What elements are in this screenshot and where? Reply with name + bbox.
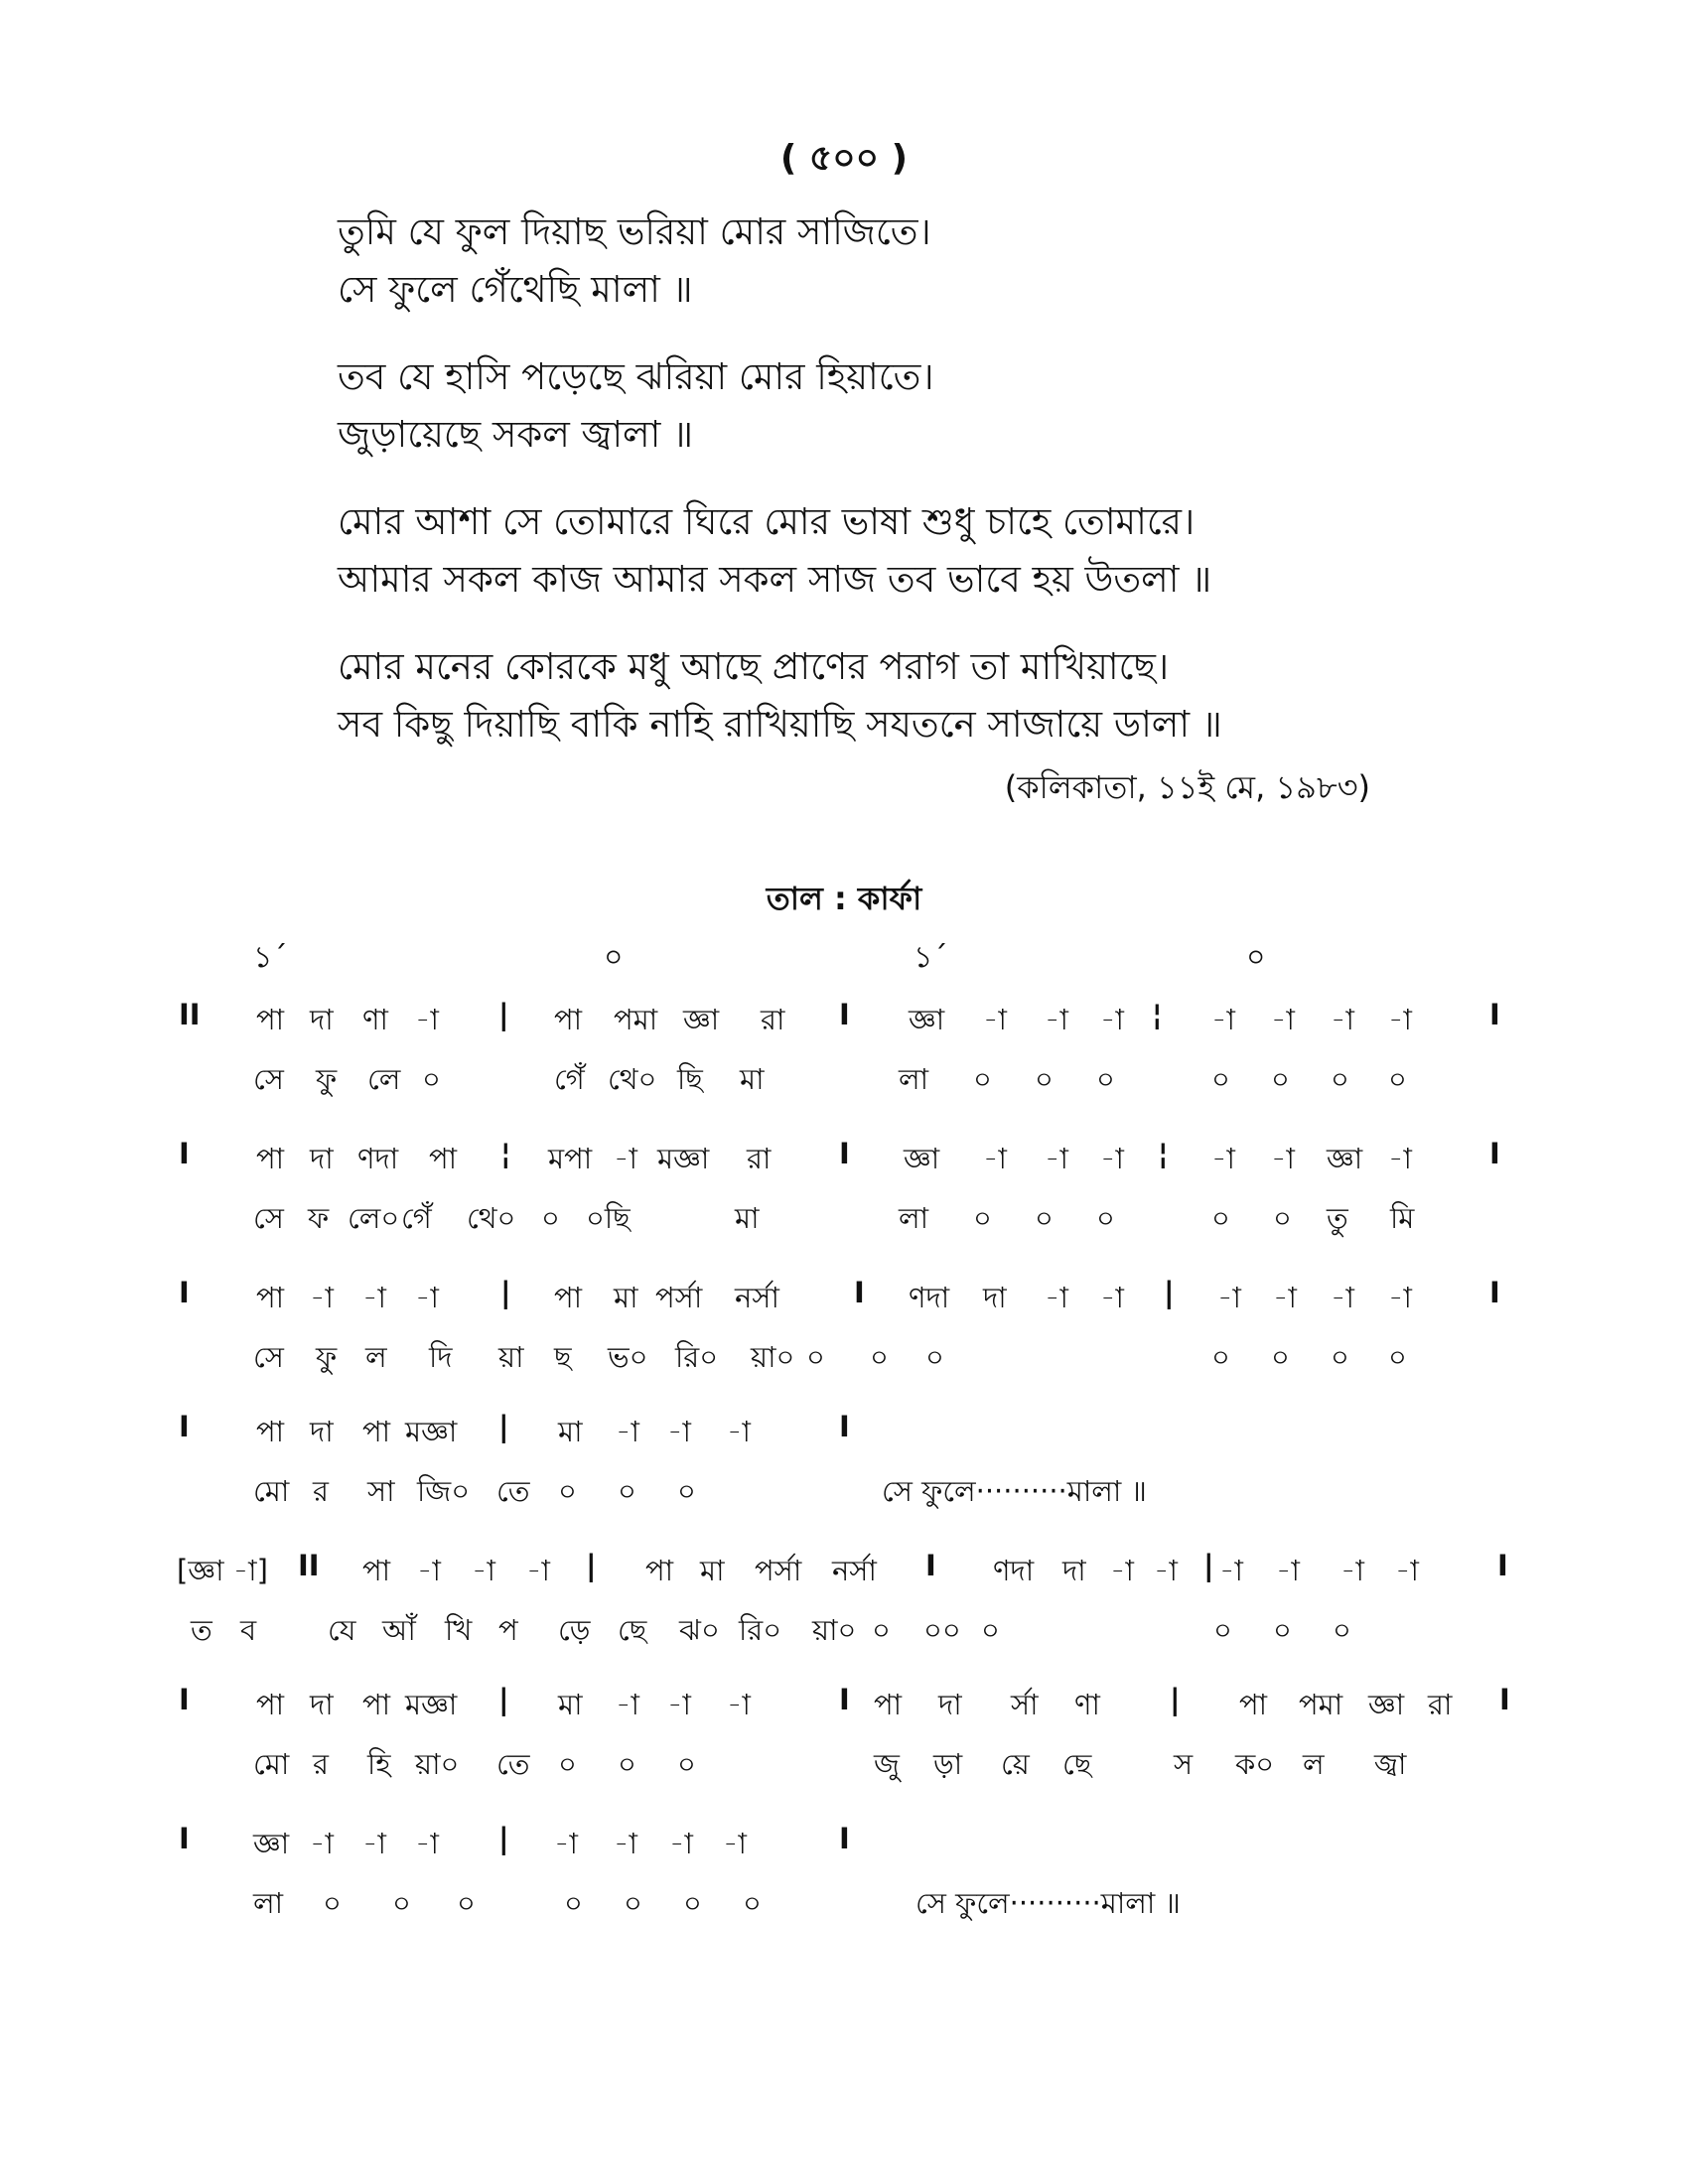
bar-line: |	[498, 998, 509, 1031]
stanza	[338, 204, 1410, 319]
notation-syllable: ০	[392, 1886, 411, 1920]
bar-line: I	[179, 1822, 190, 1855]
notation-note: -া	[1100, 1281, 1124, 1314]
stanza	[338, 638, 1410, 753]
notation-note: পা	[256, 1281, 285, 1314]
notation-note: -া	[310, 1827, 334, 1860]
lyric-line: মোর আশা সে তোমারে ঘিরে মোর ভাষা শুধু চাহে তোমারে।	[338, 500, 1196, 543]
notation-note: -া	[1217, 1281, 1241, 1314]
bar-line: |	[1164, 1276, 1175, 1309]
notation-note: পা	[645, 1554, 674, 1587]
notation-note: পমা	[1299, 1688, 1343, 1721]
notation-note: পা	[554, 1003, 583, 1036]
notation-note: -া	[1045, 1281, 1068, 1314]
notation-note: -া	[727, 1688, 751, 1721]
notation-syllable: লা	[253, 1886, 284, 1920]
notation-syllable: ০	[323, 1886, 342, 1920]
notation-note: দা	[1062, 1554, 1086, 1587]
notation-note: ণদা	[909, 1281, 950, 1314]
notation-syllable: সে	[253, 1340, 284, 1374]
notation-syllable: হি	[367, 1747, 391, 1781]
notation-syllable: লে	[367, 1062, 401, 1096]
notation-syllable: লা	[899, 1201, 929, 1235]
notation-note: ণা	[1074, 1688, 1100, 1721]
notation-syllable: যে	[328, 1613, 356, 1647]
notation-syllable: র	[313, 1747, 329, 1781]
notation-note: -া	[614, 1827, 637, 1860]
notation-syllable: ০	[1096, 1062, 1115, 1096]
notation-syllable: থে০	[467, 1201, 516, 1235]
bar-line: I	[839, 998, 850, 1031]
stanza	[338, 493, 1410, 609]
notation-syllable: য়া০	[415, 1747, 460, 1781]
notation-syllable: ০	[541, 1201, 560, 1235]
notation-note: পমা	[614, 1003, 658, 1036]
notation-note: পর্সা	[655, 1281, 703, 1314]
notation-syllable: ০	[1331, 1340, 1349, 1374]
notation-note: -া	[1211, 1142, 1235, 1175]
notation-syllable: ছে	[618, 1613, 647, 1647]
notation-syllable: মা	[740, 1062, 765, 1096]
bar-line: |	[500, 1276, 511, 1309]
bar-line: II	[179, 998, 201, 1031]
notation-note: পর্সা	[755, 1554, 802, 1587]
notation-note: -া	[1045, 1003, 1068, 1036]
notation-note: পা	[1239, 1688, 1268, 1721]
notation-note: মপা	[548, 1142, 593, 1175]
bar-line: I	[179, 1410, 190, 1443]
notation-syllable: ড়ে	[558, 1613, 591, 1647]
notation-note: -া	[1100, 1003, 1124, 1036]
notation-note: -া	[1110, 1554, 1134, 1587]
notation-syllable: ০	[618, 1474, 636, 1508]
notation-syllable: ল	[1303, 1747, 1325, 1781]
notation-syllable: ০	[677, 1474, 696, 1508]
notation-syllable: ০	[1333, 1613, 1351, 1647]
notation-note: মা	[558, 1415, 583, 1448]
notation-syllable: ফু	[316, 1340, 338, 1374]
notation-note: -া	[667, 1688, 691, 1721]
notation-syllable: ড়া	[933, 1747, 963, 1781]
notation-note: জ্ঞা	[683, 1003, 720, 1036]
notation-syllable: ছ	[554, 1340, 572, 1374]
notation-note: মা	[700, 1554, 725, 1587]
notation-note: -া	[417, 1554, 441, 1587]
notation-syllable: য়া০	[812, 1613, 857, 1647]
notation-syllable: সা	[367, 1474, 395, 1508]
notation-syllable: ছে	[1062, 1747, 1092, 1781]
notation-note: -া	[1219, 1554, 1243, 1587]
bar-line: I	[925, 1549, 936, 1582]
notation-note: নর্সা	[832, 1554, 877, 1587]
page-number: ( ৫০০ )	[779, 138, 909, 179]
notation-syllable: ০	[981, 1613, 1000, 1647]
notation-syllable: ল	[365, 1340, 387, 1374]
notation-syllable: খি	[445, 1613, 473, 1647]
notation-note: -া	[614, 1142, 637, 1175]
notation-note: -া	[415, 1281, 439, 1314]
notation-note: পা	[256, 1688, 285, 1721]
notation-note: ণদা	[357, 1142, 399, 1175]
bar-line: I	[179, 1276, 190, 1309]
bar-line: I	[1489, 1276, 1500, 1309]
notation-syllable: ০	[1271, 1340, 1290, 1374]
bar-line: I	[179, 1137, 190, 1170]
notation-syllable: ০	[743, 1886, 762, 1920]
notation-note: দা	[310, 1003, 334, 1036]
notation-note: রা	[761, 1003, 785, 1036]
notation-note: পা	[362, 1688, 391, 1721]
notation-note: -া	[362, 1827, 386, 1860]
notation-note: পা	[256, 1415, 285, 1448]
bar-line: ¦	[500, 1137, 511, 1170]
notation-syllable: ০০	[923, 1613, 961, 1647]
notation-syllable: ব	[240, 1613, 257, 1647]
notation-note: মা	[558, 1688, 583, 1721]
lyric-line: তুমি যে ফুল দিয়াছ ভরিয়া মোর সাজিতে।	[338, 210, 931, 253]
bar-line: |	[498, 1410, 509, 1443]
notation-note: -া	[1395, 1554, 1419, 1587]
notation-note: র্সা	[1011, 1688, 1039, 1721]
notation-note: -া	[1331, 1281, 1354, 1314]
notation-syllable: তু	[1327, 1201, 1348, 1235]
dateline: (কলিকাতা, ১১ই মে, ১৯৮৩)	[1004, 768, 1370, 806]
notation-syllable: ০	[677, 1747, 696, 1781]
beat-mark: ০	[604, 940, 624, 975]
lyrics	[338, 204, 1410, 783]
bar-line: I	[1489, 1137, 1500, 1170]
notation-syllable: তে	[496, 1747, 530, 1781]
notation-syllable: ০	[973, 1062, 992, 1096]
notation-note: -া	[1100, 1142, 1124, 1175]
bar-line: I	[179, 1683, 190, 1716]
notation-syllable: রি০	[675, 1340, 719, 1374]
notation-note: -া	[415, 1003, 439, 1036]
notation-syllable: ০	[618, 1747, 636, 1781]
lyric-line: সব কিছু দিয়াছি বাকি নাহি রাখিয়াছি সযতনে সাজায়ে ডালা ॥	[338, 703, 1222, 746]
notation-syllable: ০ছি	[586, 1201, 631, 1235]
notation-note: -া	[472, 1554, 495, 1587]
notation-note: দা	[983, 1281, 1007, 1314]
notation-syllable: ০	[422, 1062, 441, 1096]
bar-line: ¦	[1158, 1137, 1169, 1170]
notation-syllable: ০	[624, 1886, 642, 1920]
bar-line: II	[298, 1549, 320, 1582]
notation-syllable: য়া	[498, 1340, 524, 1374]
bar-line: I	[1489, 998, 1500, 1031]
notation-syllable: ফু	[316, 1062, 338, 1096]
notation-syllable: ০	[1211, 1062, 1230, 1096]
notation-note: -া	[362, 1281, 386, 1314]
lyric-line: আমার সকল কাজ আমার সকল সাজ তব ভাবে হয় উতলা ॥	[338, 558, 1212, 601]
bar-line: |	[586, 1549, 597, 1582]
lyric-line: সে ফুলে গেঁথেছি মালা ॥	[338, 268, 693, 311]
bar-line: |	[1203, 1549, 1214, 1582]
notation-note: পা	[362, 1554, 391, 1587]
notation-syllable: ০	[1035, 1062, 1054, 1096]
notation-note: মজ্ঞা	[405, 1415, 458, 1448]
notation-note: [জ্ঞা -া]	[177, 1554, 268, 1587]
notation-syllable: ০	[925, 1340, 944, 1374]
notation-syllable: জি০	[417, 1474, 471, 1508]
notation-syllable: সে	[253, 1201, 284, 1235]
notation-syllable: জু	[874, 1747, 900, 1781]
notation-syllable: মি	[1390, 1201, 1415, 1235]
notation-note: -া	[727, 1415, 751, 1448]
notation-note: -া	[1276, 1554, 1300, 1587]
notation-note: -া	[554, 1827, 578, 1860]
beat-mark: ০	[1246, 940, 1266, 975]
notation-note: পা	[554, 1281, 583, 1314]
notation-note: -া	[1045, 1142, 1068, 1175]
notation-syllable: ০	[558, 1747, 577, 1781]
notation-note: পা	[429, 1142, 458, 1175]
notation-syllable: ত	[191, 1613, 212, 1647]
notation-syllable: আঁ	[382, 1613, 416, 1647]
notation-syllable: ফ	[308, 1201, 330, 1235]
notation-note: নর্সা	[735, 1281, 779, 1314]
notation-note: -া	[669, 1827, 693, 1860]
notation-syllable: ০	[1388, 1340, 1407, 1374]
notation-syllable: ঝ০	[679, 1613, 720, 1647]
bar-line: |	[498, 1822, 509, 1855]
notation-syllable: ০	[1211, 1201, 1230, 1235]
notation-note: পা	[874, 1688, 903, 1721]
notation-syllable: ০	[1271, 1062, 1290, 1096]
beat-mark: ১´	[914, 940, 948, 975]
notation-note: -া	[983, 1003, 1007, 1036]
notation-note: -া	[1271, 1003, 1295, 1036]
bar-line: I	[1497, 1549, 1508, 1582]
notation-note: মজ্ঞা	[405, 1688, 458, 1721]
lyric-line: তব যে হাসি পড়েছে ঝরিয়া মোর হিয়াতে।	[338, 355, 934, 398]
notation-note: -া	[1331, 1003, 1354, 1036]
notation-note: ণদা	[993, 1554, 1035, 1587]
notation-syllable: ০	[457, 1886, 476, 1920]
bar-line: |	[1170, 1683, 1181, 1716]
notation-syllable: য়া০	[751, 1340, 795, 1374]
lyric-line: জুড়ায়েছে সকল জ্বালা ॥	[338, 413, 694, 456]
notation-note: জ্ঞা	[253, 1827, 290, 1860]
notation-syllable: ০	[1035, 1201, 1054, 1235]
notation-note: -া	[1340, 1554, 1364, 1587]
notation-note: জ্ঞা	[1327, 1142, 1363, 1175]
notation-syllable: মো	[253, 1747, 290, 1781]
notation-note: জ্ঞা	[909, 1003, 945, 1036]
notation-syllable: মা	[735, 1201, 760, 1235]
bar-line: |	[498, 1683, 509, 1716]
notation-syllable: মো	[253, 1474, 290, 1508]
notation-note: -া	[415, 1827, 439, 1860]
notation-syllable: য়ে	[1001, 1747, 1030, 1781]
notation-syllable: ০	[806, 1340, 825, 1374]
notation-syllable: ০	[1331, 1062, 1349, 1096]
notation-note: -া	[1211, 1003, 1235, 1036]
notation-note: জ্ঞা	[1368, 1688, 1405, 1721]
notation-syllable: ০	[1213, 1613, 1232, 1647]
notation-note: -া	[1388, 1281, 1412, 1314]
notation-syllable: লা	[899, 1062, 929, 1096]
notation-note: দা	[938, 1688, 962, 1721]
bar-line: I	[839, 1683, 850, 1716]
notation-note: পা	[362, 1415, 391, 1448]
bar-line: ¦	[1152, 998, 1163, 1031]
bar-line: I	[854, 1276, 865, 1309]
notation-syllable: ০	[1096, 1201, 1115, 1235]
notation-syllable: ভ০	[608, 1340, 648, 1374]
notation-note: পা	[256, 1142, 285, 1175]
notation-syllable: লে০	[348, 1201, 400, 1235]
notation-note: -া	[1273, 1281, 1297, 1314]
tala-heading: তাল : কার্ফা	[766, 880, 922, 917]
notation-syllable: ০	[1388, 1062, 1407, 1096]
notation-note: -া	[616, 1688, 639, 1721]
notation-note: দা	[310, 1142, 334, 1175]
notation-syllable: স	[1174, 1747, 1194, 1781]
notation-syllable: সে	[253, 1062, 284, 1096]
notation-syllable: ০	[1211, 1340, 1230, 1374]
notation-syllable: সে ফুলে··········মালা ॥	[915, 1886, 1181, 1920]
notation-note: -া	[983, 1142, 1007, 1175]
notation-note: -া	[667, 1415, 691, 1448]
notation-note: পা	[256, 1003, 285, 1036]
notation-note: দা	[310, 1415, 334, 1448]
notation-note: -া	[723, 1827, 747, 1860]
lyric-line: মোর মনের কোরকে মধু আছে প্রাণের পরাগ তা মাখিয়াছে।	[338, 645, 1170, 688]
notation-note: -া	[1154, 1554, 1178, 1587]
notation-syllable: গেঁ	[554, 1062, 585, 1096]
notation-note: রা	[1428, 1688, 1453, 1721]
notation-note: দা	[310, 1688, 334, 1721]
bar-line: I	[839, 1822, 850, 1855]
notation-syllable: থে০	[608, 1062, 657, 1096]
notation-syllable: গেঁ	[401, 1201, 432, 1235]
notation-syllable: র	[313, 1474, 329, 1508]
notation-note: ণা	[362, 1003, 388, 1036]
notation-note: মজ্ঞা	[657, 1142, 710, 1175]
notation-syllable: ০	[558, 1474, 577, 1508]
notation-syllable: ০	[564, 1886, 583, 1920]
notation-syllable: ছি	[677, 1062, 703, 1096]
beat-mark: ১´	[253, 940, 288, 975]
notation-note: -া	[1388, 1142, 1412, 1175]
notation-syllable: ০	[1273, 1613, 1292, 1647]
notation-syllable: ০	[872, 1613, 891, 1647]
notation-syllable: ০	[870, 1340, 889, 1374]
notation-syllable: তে	[496, 1474, 530, 1508]
notation-syllable: দি	[429, 1340, 453, 1374]
notation-syllable: ক০	[1235, 1747, 1275, 1781]
notation-note: মা	[614, 1281, 638, 1314]
notation-note: -া	[616, 1415, 639, 1448]
notation-note: জ্ঞা	[904, 1142, 940, 1175]
notation-syllable: ০	[1273, 1201, 1292, 1235]
notation-syllable: প	[498, 1613, 518, 1647]
stanza	[338, 348, 1410, 464]
notation-syllable: সে ফুলে··········মালা ॥	[882, 1474, 1147, 1508]
bar-line: I	[839, 1410, 850, 1443]
notation-note: রা	[747, 1142, 772, 1175]
notation-note: -া	[310, 1281, 334, 1314]
notation-syllable: ০	[683, 1886, 702, 1920]
bar-line: I	[839, 1137, 850, 1170]
notation-syllable: জ্বা	[1374, 1747, 1407, 1781]
bar-line: I	[1499, 1683, 1510, 1716]
notation-note: -া	[1271, 1142, 1295, 1175]
notation-syllable: ০	[973, 1201, 992, 1235]
notation-note: -া	[1388, 1003, 1412, 1036]
notation-syllable: রি০	[739, 1613, 782, 1647]
notation-note: -া	[526, 1554, 550, 1587]
